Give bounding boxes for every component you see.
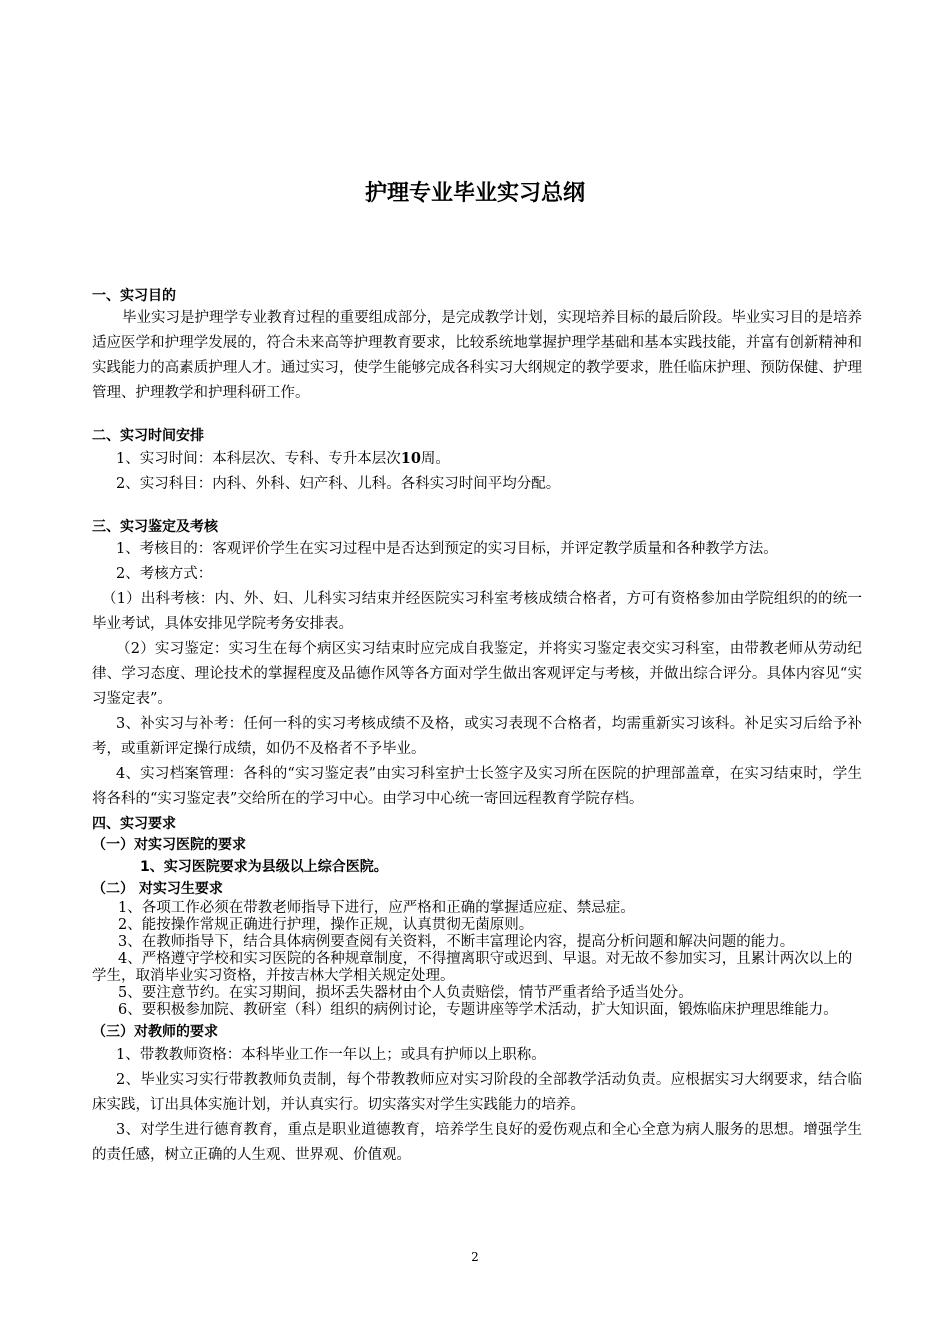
subsection-2-item: 4、严格遵守学校和实习医院的各种规章制度，不得擅离职守或迟到、早退。对无故不参加实习，且累计两次以上的学生，取消毕业实习资格，并按吉林大学相关规定处理。	[92, 951, 853, 984]
subsection-1-item: 1、实习医院要求为县级以上综合医院。	[140, 859, 388, 875]
section-1-heading: 一、实习目的	[92, 288, 176, 304]
page-number: 2	[471, 1250, 479, 1264]
subsection-2-item: 1、各项工作必须在带教老师指导下进行，应严格和正确的掌握适应症、禁忌症。	[118, 900, 635, 916]
subsection-3-item: 1、带教教师资格：本科毕业工作一年以上；或具有护师以上职称。	[116, 1047, 546, 1063]
subsection-2-item: 5、要注意节约。在实习期间，损坏丢失器材由个人负责赔偿，情节严重者给予适当处分。	[118, 985, 693, 1001]
subsection-3-item: 2、毕业实习实行带教教师负责制，每个带教教师应对实习阶段的全部教学活动负责。应根据实习大纲要求，结合临床实践，订出具体实施计划，并认真实行。切实落实对学生实践能力的培养。	[92, 1072, 862, 1113]
subsection-2-heading: （二） 对实习生要求	[92, 881, 223, 897]
section-3-para-3: （1）出科考核：内、外、妇、儿科实习结束并经医院实习科室考核成绩合格者，方可有资格参加由学院组织的的统一毕业考试，具体安排见学院考务安排表。	[92, 591, 862, 632]
section-3-para-4: （2）实习鉴定：实习生在每个病区实习结束时应完成自我鉴定，并将实习鉴定表交实习科室，由带教老师从劳动纪律、学习态度、理论技术的掌握程度及品德作风等各方面对学生做出客观评定与考核，并做出综合评分。具体内容见“实习鉴定表”。	[92, 641, 862, 707]
section-3-para-5: 3、补实习与补考：任何一科的实习考核成绩不及格，或实习表现不合格者，均需重新实习该科。补足实习后给予补考，或重新评定操行成绩，如仍不及格者不予毕业。	[92, 716, 862, 757]
week-count: 10	[400, 450, 421, 467]
section-2-item-1	[92, 446, 862, 472]
section-3-heading: 三、实习鉴定及考核	[92, 519, 218, 535]
subsection-2-item: 2、能按操作常规正确进行护理，操作正规，认真贯彻无菌原则。	[118, 917, 534, 933]
subsection-3-heading: （三）对教师的要求	[92, 1024, 218, 1040]
subsection-1-heading: （一）对实习医院的要求	[92, 837, 246, 853]
item-text: 周。	[420, 451, 450, 467]
section-3-para-1: 1、考核目的：客观评价学生在实习过程中是否达到预定的实习目标，并评定教学质量和各种教学方法。	[116, 541, 778, 557]
section-1-body: 毕业实习是护理学专业教育过程的重要组成部分，是完成教学计划，实现培养目标的最后阶段。毕业实习目的是培养适应医学和护理学发展的，符合未来高等护理教育要求，比较系统地掌握护理学基础和基本实践技能，并富有创新精神和实践能力的高素质护理人才。通过实习，使学生能够完成各科实习大纲规定的教学要求，胜任临床护理、预防保健、护理管理、护理教学和护理科研工作。	[92, 310, 862, 401]
document-title: 护理专业毕业实习总纲	[364, 181, 585, 206]
section-2-heading: 二、实习时间安排	[92, 428, 204, 444]
subsection-3-item: 3、对学生进行德育教育，重点是职业道德教育，培养学生良好的爱伤观点和全心全意为病人服务的思想。增强学生的责任感，树立正确的人生观、世界观、价值观。	[92, 1122, 862, 1163]
section-3-para-6: 4、实习档案管理：各科的“实习鉴定表”由实习科室护士长签字及实习所在医院的护理部盖章，在实习结束时，学生将各科的“实习鉴定表”交给所在的学习中心。由学习中心统一寄回远程教育学院存档。	[92, 766, 862, 807]
section-2-item-2: 2、实习科目：内科、外科、妇产科、儿科。各科实习时间平均分配。	[116, 476, 561, 492]
section-3-para-2: 2、考核方式：	[116, 566, 213, 582]
subsection-2-item: 3、在教师指导下，结合具体病例要查阅有关资料，不断丰富理论内容，提高分析问题和解决问题的能力。	[118, 934, 795, 950]
item-text: 1、实习时间：本科层次、专科、专升本层次	[116, 451, 401, 467]
section-4-heading: 四、实习要求	[92, 816, 176, 832]
document-body	[92, 286, 862, 1168]
subsection-2-item: 6、要积极参加院、教研室（科）组织的病例讨论，专题讲座等学术活动，扩大知识面，锻炼临床护理思维能力。	[118, 1002, 838, 1018]
